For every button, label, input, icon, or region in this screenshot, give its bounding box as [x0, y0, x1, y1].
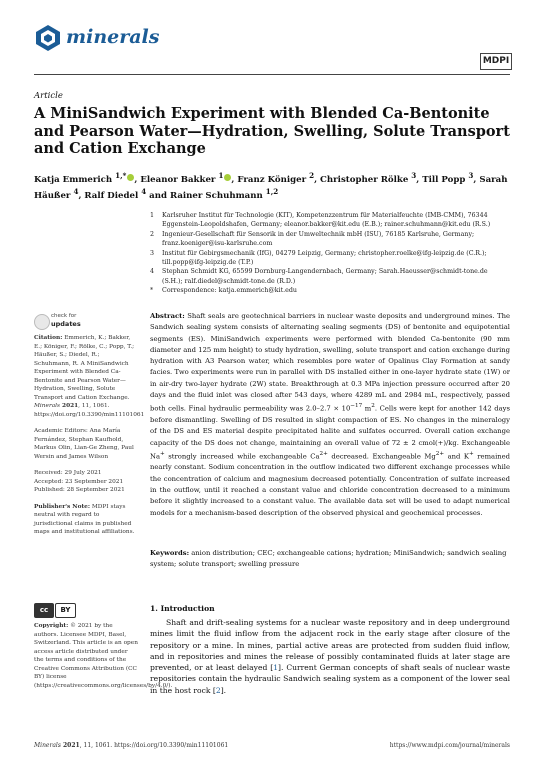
footer-citation — [34, 742, 228, 749]
check-updates-icon — [34, 314, 50, 330]
abstract-text: Shaft seals are geotechnical barriers in nuclear waste deposits and underground mines. The Sandwich sealing system consists of alternating sealing segments (DS) of bentonite and equipotential segments (ES). MiniSandwich experiments were performed with blended Ca-bentonite (90 mm diameter and 125 mm height) to study hydration, swelling, solute transport and cation exchange during hydration with A3 Pearson water, which resembles pore water of Opalinus Clay Formation at sandy facies. Two experiments were run in parallel with DS installed either in one-layer hydrate state (1W) or in air-dry two-layer hydrate (2W) state. Breakthrough at 0.3 MPa injection pressure occurred after 20 days and the fluid inlet was closed after 543 days, where 4289 mL and 2984 mL, respectively, passed both cells. Final hydraulic permeability was 2.0–2.7 × 10 — [150, 312, 510, 413]
check-updates-label: check for — [51, 313, 77, 319]
by-icon: BY — [55, 603, 76, 618]
author-name[interactable]: , Till Popp — [416, 174, 469, 185]
superscript: 2 — [371, 403, 375, 410]
author-superscript: 3 — [468, 171, 474, 180]
superscript: + — [160, 450, 165, 457]
reference-link[interactable]: 2 — [215, 685, 221, 695]
publisher-note-label: Publisher's Note: — [34, 503, 90, 510]
footer-journal: Minerals — [34, 742, 61, 749]
abstract-text: m — [362, 404, 372, 413]
body-text: ]. Current German concepts of shaft seals of nuclear waste repositories contain the hydraulic Sandwich sealing system as a component of the lower seal in the host rock [ — [150, 663, 510, 695]
footer-doi[interactable]: , 11, 1061. https://doi.org/10.3390/min11101061 — [79, 742, 229, 749]
affiliation-number: 3 — [150, 249, 155, 257]
copyright-label: Copyright: — [34, 623, 69, 629]
abstract-text: strongly increased while exchangeable Ca — [164, 452, 320, 461]
author-name[interactable]: , Christopher Rölke — [314, 174, 412, 185]
superscript: 2+ — [435, 450, 445, 457]
author-name[interactable]: and Rainer Schuhmann — [146, 190, 266, 201]
body-text: Shaft and drift-sealing systems for a nuclear waste repository and in deep underground mines limit the fluid inflow from the adjacent rock in the early stage after closure of the repository or a mine. In mines, partial active areas are protected from sudden fluid inflow, and in repositories and mines the release of possibly contaminated fluids at later stage are prevented, or at least delayed [ — [150, 618, 510, 673]
body-text: ]. — [220, 685, 227, 695]
keywords — [150, 548, 510, 571]
citation-label: Citation: — [34, 335, 63, 341]
affiliation-item — [150, 230, 510, 249]
affiliation-number: 1 — [150, 212, 155, 219]
affiliation-item — [150, 249, 510, 268]
author-name[interactable]: , Eleanor Bakker — [134, 174, 219, 185]
publisher-note — [34, 503, 138, 537]
affiliations — [150, 211, 510, 296]
author-superscript: 2 — [309, 171, 315, 180]
superscript: −17 — [350, 403, 363, 410]
header-divider — [34, 74, 510, 75]
footer-journal-link[interactable]: https://www.mdpi.com/journal/minerals — [389, 742, 510, 749]
article-type: Article — [34, 91, 63, 101]
author-superscript: 1,2 — [265, 186, 279, 196]
author-list — [34, 170, 510, 202]
abstract-text: decreased. Exchangeable Mg — [327, 452, 436, 461]
abstract-text: and K — [444, 452, 470, 461]
author-name[interactable]: , Ralf Diedel — [78, 190, 142, 201]
affiliation-text: Stephan Schmidt KG, 65599 Dornburg-Langendernbach, Germany; Sarah.Haeusser@schmidt-tone.de (S.H.); ralf.diedel@schmidt-tone.de (R.D.) — [162, 268, 488, 285]
reference-link[interactable]: 1 — [273, 663, 279, 673]
received-date: Received: 29 July 2021 — [34, 470, 102, 476]
editors-label: Academic Editors: — [34, 428, 88, 434]
citation-text: Emmerich, K.; Bakker, E.; Königer, F.; Rölke, C.; Popp, T.; Häußer, S.; Diedel, R.; Schuhmann, R. A MiniSandwich Experiment with Blended Ca-Bentonite and Pearson Water—Hydration, Swelling, Solute Transport and Cation Exchange. — [34, 335, 135, 401]
author-superscript: 1 — [218, 171, 224, 180]
dates — [34, 469, 138, 495]
superscript: 2+ — [319, 450, 328, 457]
section-heading: 1. Introduction — [150, 604, 215, 613]
abstract-text: remained nearly constant. Sodium concentration in the outflow indicated two different exchange processes while the concentration of calcium and magnesium decreased potentially. Concentration of sulfate increased in the outflow, until it reached a constant value and chloride concentration decreased to a minimum before it slightly increased to a constant value. The available data set will be used to adapt numerical models for a mechanism-based description of the observed physical and geochemical processes. — [150, 452, 510, 517]
correspondence-text: Correspondence: katja.emmerich@kit.edu — [162, 287, 297, 295]
cc-by-license-icon[interactable] — [34, 603, 76, 618]
citation — [34, 334, 145, 419]
abstract-label: Abstract: — [150, 312, 185, 320]
check-for-updates-button[interactable] — [34, 312, 104, 334]
citation-doi[interactable]: , 11, 1061. https://doi.org/10.3390/min11101061 — [34, 403, 145, 418]
affiliation-item — [150, 267, 510, 286]
journal-logo-icon — [34, 24, 62, 52]
keywords-label: Keywords: — [150, 549, 190, 557]
correspondence — [150, 286, 510, 295]
abstract — [150, 311, 510, 519]
author-superscript: 4 — [73, 186, 79, 196]
affiliation-text: Ingenieur-Gesellschaft für Sensorik in der Umweltechnik mbH (ISU), 76185 Karlsruhe, Germany; franz.koeniger@isu-karlsruhe.com — [162, 230, 475, 248]
author-superscript: 4 — [141, 186, 147, 196]
affiliation-item — [150, 211, 510, 230]
cc-icon: cc — [34, 603, 54, 618]
footer-year: 2021 — [60, 742, 80, 749]
section-body — [150, 617, 510, 696]
academic-editors — [34, 427, 138, 461]
published-date: Published: 28 September 2021 — [34, 487, 125, 493]
editors-text: Ana María Fernández, Stephan Kaufhold, Markus Olin, Lian-Ge Zheng, Paul Wersin and James Wilson — [34, 428, 134, 460]
accepted-date: Accepted: 23 September 2021 — [34, 478, 124, 485]
article-sidebar — [34, 334, 145, 545]
publisher-logo: MDPI — [480, 53, 512, 70]
abstract-text: . Cells were kept for another 142 days before dismantling. Swelling of DS resulted in slight compaction of ES. No changes in the mineralogy of the DS and ES material despite precipitated halite and sulfates occurred. Overall cation exchange capacity of the DS does not change, maintaining an overall value of 72 ± 2 cmol(+)/kg. Exchangeable Na — [150, 404, 510, 461]
journal-name: minerals — [66, 26, 160, 48]
citation-year: 2021 — [60, 403, 79, 409]
keywords-text: anion distribution; CEC; exchangeable cations; hydration; MiniSandwich; sandwich sealing system; solute transport; swelling pressure — [150, 549, 507, 569]
author-name[interactable]: , Sarah Häußer — [34, 174, 508, 201]
article-title: A MiniSandwich Experiment with Blended Ca-Bentonite and Pearson Water—Hydration, Swelling, Solute Transport and Cation Exchange — [34, 105, 510, 157]
affiliation-number: * — [150, 287, 154, 295]
citation-journal: Minerals — [34, 403, 61, 409]
author-name[interactable]: , Franz Königer — [231, 174, 310, 185]
author-superscript: 1,* — [115, 171, 127, 180]
copyright-text: © 2021 by the authors. Licensee MDPI, Basel, Switzerland. This article is an open access article distributed under the terms and conditions of the Creative Commons Attribution (CC BY) license (https://creativecommons.org/licenses/by/4.0/). — [34, 623, 173, 689]
affiliation-text: Karlsruher Institut für Technologie (KIT), Kompetenzzentrum für Materialfeuchte (IMB-CMM), 76344 Eggenstein-Leopoldshafen, Germany; eleanor.bakker@kit.edu (E.B.); rainer.schuhmann@kit.edu (R.S.) — [162, 212, 491, 229]
affiliation-number: 2 — [150, 230, 155, 238]
check-updates-label: updates — [51, 320, 81, 328]
superscript: + — [469, 450, 474, 457]
affiliation-text: Institut für Gebirgsmechanik (IfG), 04279 Leipzig, Germany; christopher.roelke@ifg-leipzig.de (C.R.); till.popp@ifg-leipzig.de (T.P.) — [162, 249, 487, 267]
author-name[interactable]: Katja Emmerich — [34, 174, 116, 185]
affiliation-number: 4 — [150, 268, 155, 276]
copyright-notice — [34, 622, 173, 690]
author-superscript: 3 — [411, 171, 417, 180]
publisher-note-text: MDPI stays neutral with regard to jurisdictional claims in published maps and institutional affiliations. — [34, 503, 135, 535]
